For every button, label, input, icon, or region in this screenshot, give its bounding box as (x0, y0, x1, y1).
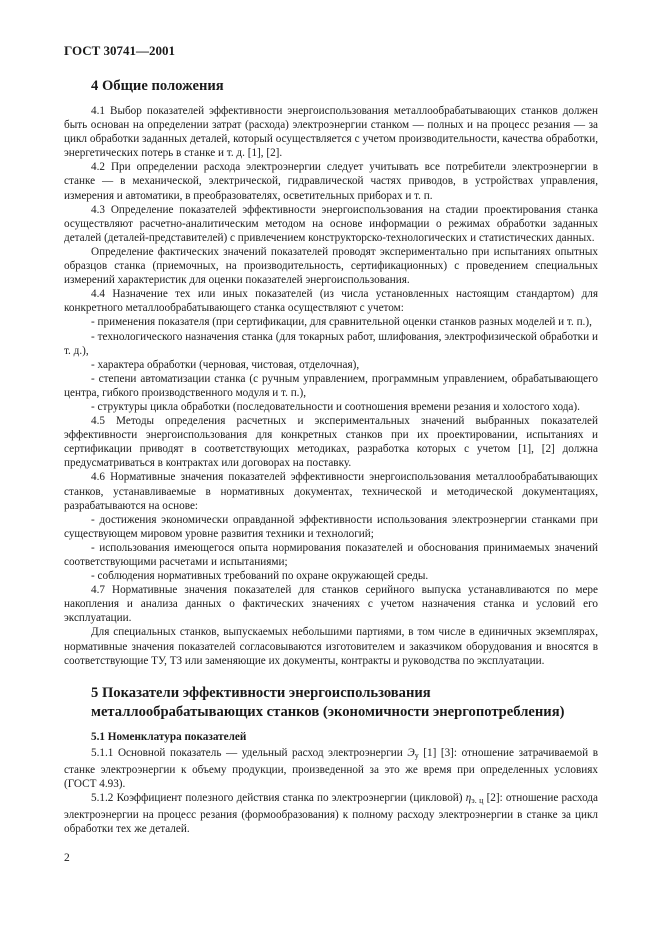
section-4-body (64, 104, 598, 668)
list-item: - технологического назначения станка (для токарных работ, шлифования, электрофизической обработки и т. д.), (64, 330, 598, 357)
efficiency-symbol: η (465, 792, 472, 805)
list-item: - достижения экономически оправданной эффективности использования электроэнергии станками при существующем мировом уровне развития техники и технологий; (64, 513, 598, 540)
paragraph-5-1-2: 5.1.2 Коэффициент полезного действия станка по электроэнергии (цикловой) $\eta_{э. ц}$ [2]: отношение расхода электроэнергии на процесс резания (формообразования) к полному расходу электроэнергии в станке за цикл обработки тех же деталей. (64, 792, 598, 836)
page-number: 2 (64, 852, 70, 864)
list-item: - степени автоматизации станка (с ручным управлением, программным управлением, обрабатывающего центра, гибкого производственного модуля и т. п.), (64, 372, 598, 399)
list-item: - структуры цикла обработки (последовательности и соотношения времени резания и холостого хода). (91, 400, 580, 413)
paragraph-4-3-cont: Определение фактических значений показателей проводят экспериментально при испытаниях опытных образцов станка (приемочных, на производительность, сертификационных) с проведением специальных измерений характеристик для оценки показателей энергоиспользования. (64, 245, 598, 287)
paragraph-4-7: 4.7 Нормативные значения показателей для станков серийного выпуска устанавливаются по мере накопления и анализа данных о фактических значениях с учетом назначения станка и условий его эксплуатации. (64, 584, 598, 625)
list-item: - характера обработки (черновая, чистовая, отделочная), (91, 358, 360, 371)
standard-code-header: ГОСТ 30741—2001 (64, 43, 176, 58)
list-item: - соблюдения нормативных требований по охране окружающей среды. (91, 570, 429, 583)
section-5-body (64, 746, 598, 837)
subsection-5-1-title: 5.1 Номенклатура показателей (91, 731, 247, 743)
paragraph-4-6: 4.6 Нормативные значения показателей эффективности энергоиспользования металлообрабатывающих станков, устанавливаемые в нормативных документах, технической и методической документациях, разрабатываются на основе: (64, 471, 598, 512)
paragraph-4-7-cont: Для специальных станков, выпускаемых небольшими партиями, в том числе в единичных экземплярах, нормативные значения показателей согласовываются изготовителем и заказчиком оборудования и вносятся в соответствующие ТУ, ТЗ или заменяющие их документы, контракты и руководства по эксплуатации. (64, 626, 598, 667)
list-item: - применения показателя (при сертификации, для сравнительной оценки станков разных моделей и т. п.), (91, 316, 592, 329)
paragraph-4-4: 4.4 Назначение тех или иных показателей (из числа установленных настоящим стандартом) для конкретного металлообрабатывающего станка осуществляют с учетом: (64, 288, 598, 315)
energy-consumption-symbol: Э (407, 747, 415, 759)
paragraph-4-1: 4.1 Выбор показателей эффективности энергоиспользования металлообрабатывающих станков должен быть основан на определении затрат (расхода) электроэнергии станком — полных и на процесс резания — за цикл обработки заданных деталей, который осуществляется с учетом производительности, качества обработки, энергетических потерь в станке и т. д. [1], [2]. (64, 105, 598, 160)
paragraph-4-5: 4.5 Методы определения расчетных и экспериментальных значений выбранных показателей эффективности энергоиспользования для конкретных станков при их проектировании, испытаниях и сертификации приводят в соответствующих методиках, разработка которых с учетом [1], [2] должна предусматриваться в контрактах или договорах на поставку. (64, 415, 598, 470)
paragraph-5-1-1: 5.1.1 Основной показатель — удельный расход электроэнергии $Э_у$ [1] [3]: отношение затрачиваемой в станке электроэнергии к объему продукции, произведенной за это же время при определенных условиях (ГОСТ 4.93). (64, 747, 598, 791)
list-item: - использования имеющегося опыта нормирования показателей и обоснования принимаемых значений соответствующими расчетами и испытаниями; (64, 541, 598, 568)
paragraph-4-3: 4.3 Определение показателей эффективности энергоиспользования на стадии проектирования станка осуществляют расчетно-аналитическим методом на основе информации о режимах обработки заданных деталей (деталей-представителей) с привлечением конструкторско-технологических и статистических данных. (64, 203, 598, 244)
paragraph-4-2: 4.2 При определении расхода электроэнергии следует учитывать все потребители электроэнергии в станке — в механической, электрической, гидравлической частях приводов, в устройствах управления, измерения и автоматики, в преобразователях, осветительных приборах и т. п. (64, 161, 598, 202)
section-4-title: 4 Общие положения (91, 78, 224, 94)
section-5-title: 5 Показатели эффективности энергоиспользования металлообрабатывающих станков (экономичности энергопотребления) (91, 685, 565, 720)
